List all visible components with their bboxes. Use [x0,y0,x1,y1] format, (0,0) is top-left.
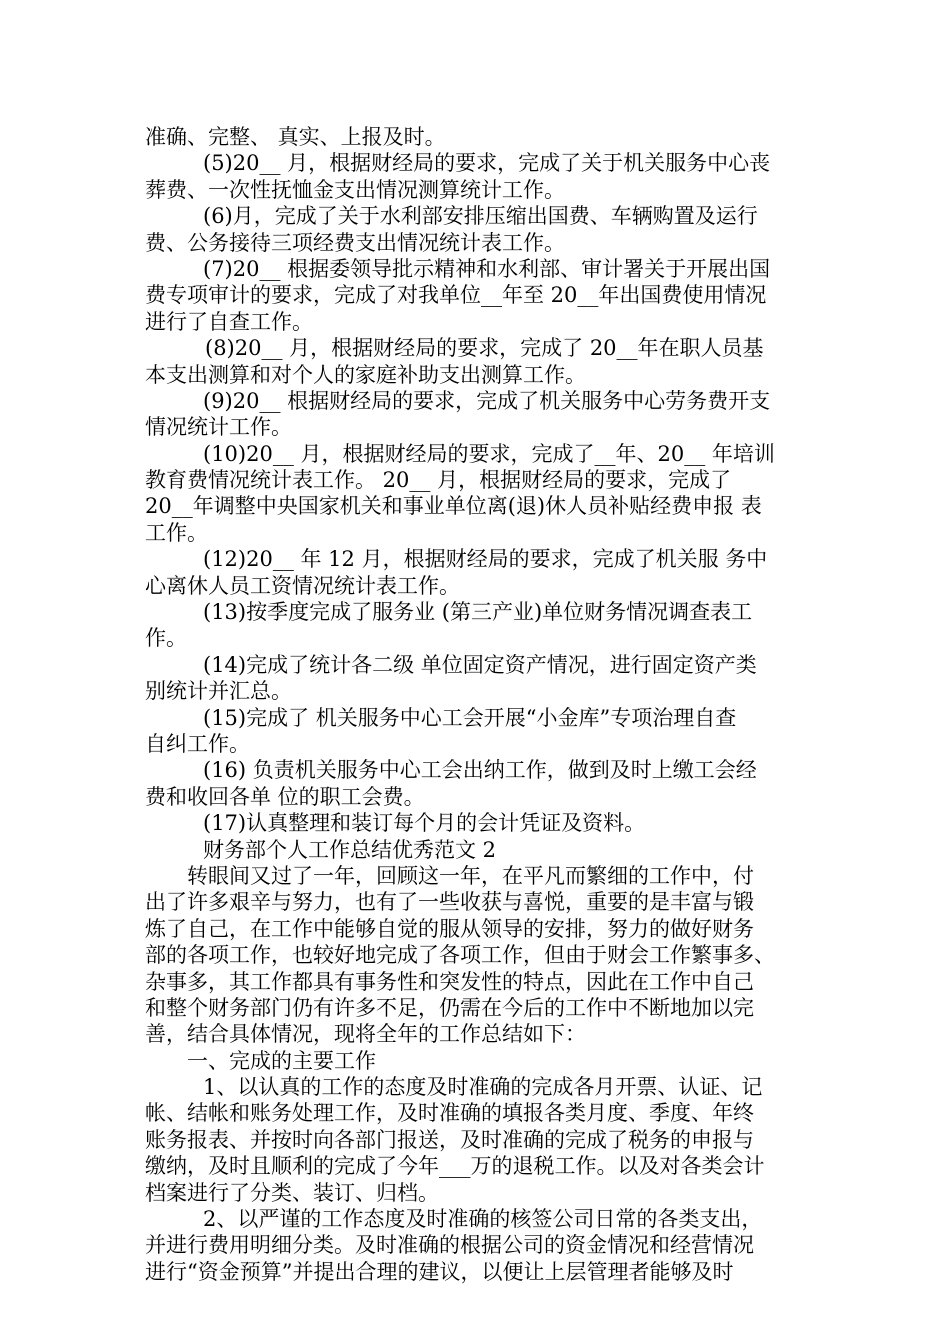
text-line: 2、以严谨的工作态度及时准确的核签公司日常的各类支出， [203,1207,763,1232]
text-line: 进行“资金预算”并提出合理的建议，以便让上层管理者能够及时 [145,1259,734,1284]
text-line: 心离休人员工资情况统计表工作。 [145,573,460,598]
document-body [145,124,810,1285]
text-line: 费和收回各单 位的职工会费。 [145,784,425,809]
text-line: 作。 [145,626,187,651]
text-line: 炼了自己，在工作中能够自觉的服从领导的安排，努力的做好财务 [145,916,754,941]
text-line: (8)20__ 月，根据财经局的要求，完成了 20__年在职人员基 [205,336,764,361]
text-line: 部的各项工作，也较好地完成了各项工作，但由于财会工作繁事多、 [145,943,775,968]
text-line: 进行了自查工作。 [145,309,313,334]
section-heading: 一、完成的主要工作 [187,1048,376,1073]
text-line: 本支出测算和对个人的家庭补助支出测算工作。 [145,362,586,387]
text-line: 1、以认真的工作的态度及时准确的完成各月开票、认证、记 [203,1075,763,1100]
text-line: (5)20__ 月，根据财经局的要求，完成了关于机关服务中心丧 [203,151,771,176]
text-line: (10)20__ 月，根据财经局的要求，完成了__年、20__ 年培训 [203,441,775,466]
text-line: 善，结合具体情况，现将全年的工作总结如下： [145,1022,586,1047]
text-line: 情况统计工作。 [145,415,292,440]
text-line: 和整个财务部门仍有许多不足，仍需在今后的工作中不断地加以完 [145,995,754,1020]
text-line: 自纠工作。 [145,731,250,756]
text-line: 缴纳，及时且顺利的完成了今年___万的退税工作。以及对各类会计 [145,1154,765,1179]
text-line: (13)按季度完成了服务业 (第三产业)单位财务情况调查表工 [203,600,753,625]
text-line: 准确、完整、 真实、上报及时。 [145,125,446,149]
text-line: (9)20__ 根据财经局的要求，完成了机关服务中心劳务费开支 [203,388,771,413]
text-line: (17)认真整理和装订每个月的会计凭证及资料。 [203,811,646,836]
text-line: (14)完成了统计各二级 单位固定资产情况，进行固定资产类 [203,652,757,677]
text-line: (16) 负责机关服务中心工会出纳工作，做到及时上缴工会经 [203,758,757,783]
text-line: 帐、结帐和账务处理工作，及时准确的填报各类月度、季度、年终 [145,1101,754,1126]
text-line: 并进行费用明细分类。及时准确的根据公司的资金情况和经营情况 [145,1233,754,1258]
text-line: 葬费、一次性抚恤金支出情况测算统计工作。 [145,177,565,202]
text-line: (7)20__ 根据委领导批示精神和水利部、审计署关于开展出国 [203,256,771,281]
text-line: 工作。 [145,520,208,545]
section-heading: 财务部个人工作总结优秀范文 2 [203,837,497,862]
text-line: 杂事多，其工作都具有事务性和突发性的特点，因此在工作中自己 [145,969,754,994]
text-line: (6)月，完成了关于水利部安排压缩出国费、车辆购置及运行 [203,204,758,229]
text-line: (15)完成了 机关服务中心工会开展“小金库”专项治理自查 [203,705,737,730]
text-line: 出了许多艰辛与努力，也有了一些收获与喜悦，重要的是丰富与锻 [145,890,754,915]
text-line: 教育费情况统计表工作。 20__ 月，根据财经局的要求，完成了 [145,468,732,493]
text-line: 别统计并汇总。 [145,679,292,704]
text-line: (12)20__ 年 12 月，根据财经局的要求，完成了机关服 务中 [203,547,768,572]
text-line: 账务报表、并按时向各部门报送，及时准确的完成了税务的申报与 [145,1127,754,1152]
text-line: 费专项审计的要求，完成了对我单位__年至 20__年出国费使用情况 [145,283,767,308]
text-line: 20__年调整中央国家机关和事业单位离(退)休人员补贴经费申报 表 [145,494,762,519]
text-line: 档案进行了分类、装订、归档。 [145,1180,439,1205]
text-line: 转眼间又过了一年，回顾这一年，在平凡而繁细的工作中，付 [187,863,754,888]
text-line: 费、公务接待三项经费支出情况统计表工作。 [145,230,565,255]
